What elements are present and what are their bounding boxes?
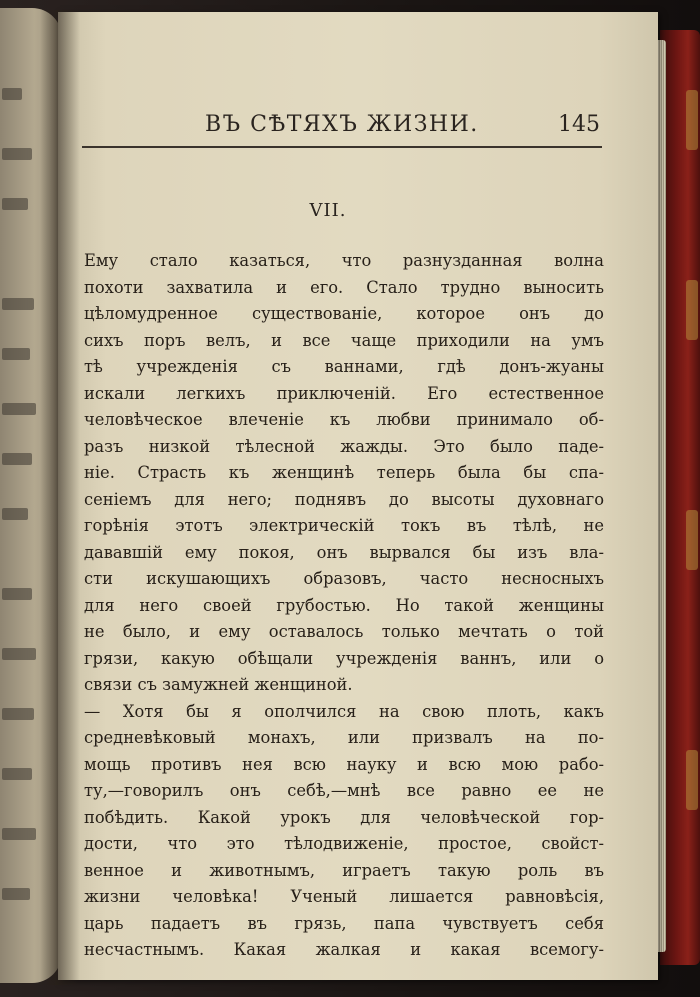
adjacent-page-text [2, 88, 22, 100]
running-head-title: ВЪ СѢТЯХЪ ЖИЗНИ. [205, 112, 479, 137]
text-line: разъ низкой тѣлесной жажды. Это было паде- [84, 436, 604, 456]
header-rule [82, 146, 602, 148]
text-line: грязи, какую обѣщали учрежденія ваннъ, или о [84, 648, 604, 668]
adjacent-page-text [2, 298, 34, 310]
text-line: — Хотя бы я ополчился на свою плоть, какъ [84, 701, 604, 721]
text-line: связи съ замужней женщиной. [84, 675, 353, 694]
book-cover-edge [660, 30, 700, 965]
text-line: искали легкихъ приключеній. Его естественное [84, 383, 604, 403]
adjacent-page-text [2, 403, 36, 415]
adjacent-page-text [2, 648, 36, 660]
text-line: дости, что это тѣлодвиженіе, простое, свойст- [84, 834, 604, 853]
text-line: не было, и ему оставалось только мечтать о той [84, 622, 604, 641]
adjacent-page-text [2, 828, 36, 840]
text-line: несчастнымъ. Какая жалкая и какая всемогу- [84, 940, 604, 959]
text-line: жизни человѣка! Ученый лишается равновѣсія, [84, 887, 604, 906]
text-line: Ему стало казаться, что разнузданная волна [84, 251, 604, 270]
text-line: царь падаетъ въ грязь, папа чувствуетъ себя [84, 913, 604, 933]
body-text [84, 248, 604, 964]
text-line: цѣломудренное существованіе, которое онъ до [84, 304, 604, 323]
text-line: сихъ поръ велъ, и все чаще приходили на умъ [84, 330, 604, 350]
text-line: дававшій ему покоя, онъ вырвался бы изъ вла- [84, 542, 604, 562]
text-line: похоти захватила и его. Стало трудно выносить [84, 277, 604, 297]
text-line: горѣнія этотъ электрическій токъ въ тѣлѣ, не [84, 516, 604, 535]
adjacent-page-text [2, 768, 32, 780]
book-page [58, 12, 658, 980]
text-line: сеніемъ для него; поднявъ до высоты духовнаго [84, 489, 604, 509]
adjacent-page-text [2, 348, 30, 360]
text-line: мощь противъ нея всю науку и всю мою рабо- [84, 754, 604, 774]
book-gutter-shadow [40, 10, 80, 985]
adjacent-page-text [2, 148, 32, 160]
text-line: побѣдить. Какой урокъ для человѣческой гор- [84, 807, 604, 827]
text-line: для него своей грубостью. Но такой женщины [84, 595, 604, 615]
adjacent-page-text [2, 508, 28, 520]
cover-gilt-ornament [686, 280, 698, 340]
cover-gilt-ornament [686, 750, 698, 810]
adjacent-page-text [2, 588, 32, 600]
text-line: сти искушающихъ образовъ, часто несносныхъ [84, 569, 604, 588]
text-line: венное и животнымъ, играетъ такую роль въ [84, 860, 604, 880]
cover-gilt-ornament [686, 90, 698, 150]
text-line: тѣ учрежденія съ ваннами, гдѣ донъ-жуаны [84, 357, 604, 376]
text-line: ту,—говорилъ онъ себѣ,—мнѣ все равно ее не [84, 781, 604, 800]
page-number: 145 [558, 112, 600, 137]
text-line: средневѣковый монахъ, или призвалъ на по- [84, 728, 604, 747]
adjacent-page-text [2, 888, 30, 900]
running-head [80, 108, 600, 148]
adjacent-page-text [2, 198, 28, 210]
chapter-heading: VII. [309, 200, 347, 221]
text-line: ніе. Страсть къ женщинѣ теперь была бы спа- [84, 463, 604, 482]
adjacent-page-text [2, 453, 32, 465]
text-line: человѣческое влеченіе къ любви принимало об- [84, 410, 604, 429]
cover-gilt-ornament [686, 510, 698, 570]
adjacent-page-text [2, 708, 34, 720]
